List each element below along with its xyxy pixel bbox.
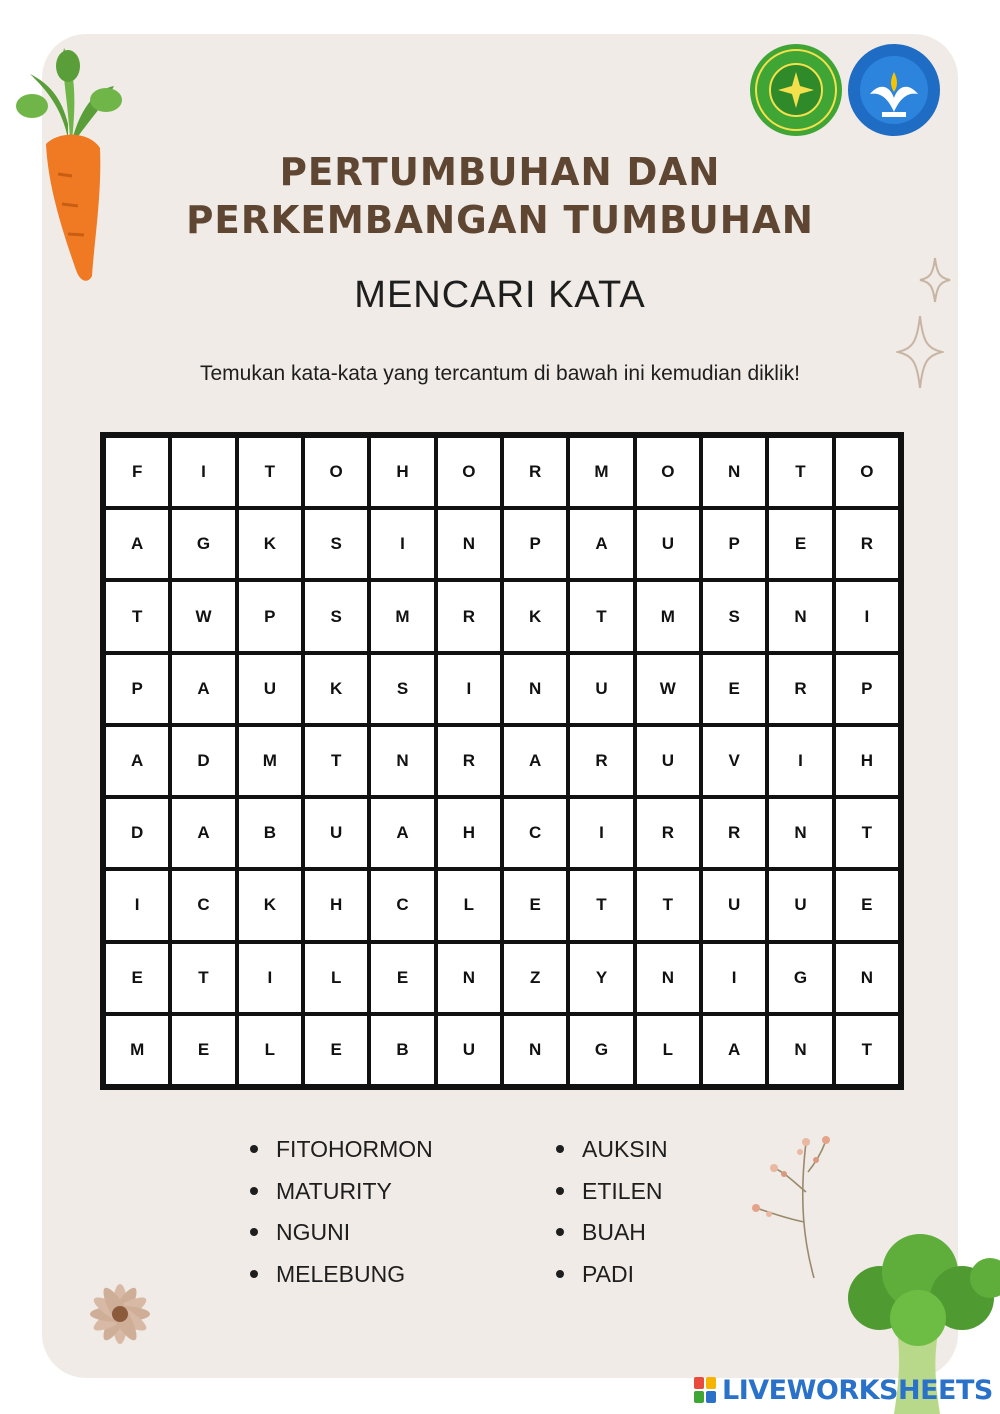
daisy-illustration bbox=[72, 1268, 168, 1360]
grid-cell[interactable]: N bbox=[369, 725, 435, 797]
grid-cell[interactable]: A bbox=[170, 653, 236, 725]
university-seal-logo bbox=[748, 42, 844, 138]
instruction-text: Temukan kata-kata yang tercantum di bawah ini kemudian diklik! bbox=[200, 362, 800, 385]
grid-cell[interactable]: N bbox=[502, 1014, 568, 1086]
grid-cell[interactable]: T bbox=[170, 942, 236, 1014]
grid-cell[interactable]: I bbox=[436, 653, 502, 725]
grid-cell[interactable]: E bbox=[767, 508, 833, 580]
grid-cell[interactable]: E bbox=[170, 1014, 236, 1086]
grid-cell[interactable]: B bbox=[237, 797, 303, 869]
word-list-item: AUKSIN bbox=[552, 1130, 668, 1172]
grid-cell[interactable]: R bbox=[635, 797, 701, 869]
grid-cell[interactable]: L bbox=[237, 1014, 303, 1086]
grid-cell[interactable]: T bbox=[767, 436, 833, 508]
grid-cell[interactable]: N bbox=[502, 653, 568, 725]
grid-cell[interactable]: N bbox=[834, 942, 900, 1014]
grid-cell[interactable]: E bbox=[104, 942, 170, 1014]
grid-cell[interactable]: H bbox=[834, 725, 900, 797]
grid-cell[interactable]: U bbox=[568, 653, 634, 725]
word-list-item: MELEBUNG bbox=[246, 1255, 433, 1297]
grid-cell[interactable]: P bbox=[104, 653, 170, 725]
grid-cell[interactable]: E bbox=[701, 653, 767, 725]
page-title-line-1: PERTUMBUHAN DAN bbox=[279, 150, 721, 194]
grid-cell[interactable]: T bbox=[635, 869, 701, 941]
grid-cell[interactable]: N bbox=[767, 797, 833, 869]
grid-cell[interactable]: R bbox=[834, 508, 900, 580]
grid-cell[interactable]: F bbox=[104, 436, 170, 508]
grid-cell[interactable]: W bbox=[170, 580, 236, 652]
grid-cell[interactable]: Y bbox=[568, 942, 634, 1014]
word-list-item: PADI bbox=[552, 1255, 668, 1297]
grid-cell[interactable]: K bbox=[237, 869, 303, 941]
grid-cell[interactable]: E bbox=[834, 869, 900, 941]
grid-cell[interactable]: A bbox=[104, 725, 170, 797]
grid-cell[interactable]: P bbox=[834, 653, 900, 725]
word-list-item: FITOHORMON bbox=[246, 1130, 433, 1172]
grid-cell[interactable]: H bbox=[369, 436, 435, 508]
word-list-left bbox=[246, 1130, 433, 1296]
grid-cell[interactable]: A bbox=[701, 1014, 767, 1086]
grid-cell[interactable]: P bbox=[701, 508, 767, 580]
word-list-right bbox=[552, 1130, 668, 1296]
grid-cell[interactable]: R bbox=[701, 797, 767, 869]
grid-cell[interactable]: S bbox=[369, 653, 435, 725]
grid-cell[interactable]: R bbox=[767, 653, 833, 725]
grid-cell[interactable]: S bbox=[701, 580, 767, 652]
grid-cell[interactable]: I bbox=[767, 725, 833, 797]
grid-cell[interactable]: S bbox=[303, 508, 369, 580]
grid-cell[interactable]: L bbox=[303, 942, 369, 1014]
grid-cell[interactable]: H bbox=[303, 869, 369, 941]
word-list-item: ETILEN bbox=[552, 1172, 668, 1214]
grid-cell[interactable]: A bbox=[502, 725, 568, 797]
grid-cell[interactable]: R bbox=[436, 580, 502, 652]
word-list-item: MATURITY bbox=[246, 1172, 433, 1214]
grid-cell[interactable]: U bbox=[237, 653, 303, 725]
grid-cell[interactable]: M bbox=[635, 580, 701, 652]
grid-cell[interactable]: I bbox=[369, 508, 435, 580]
grid-cell[interactable]: I bbox=[104, 869, 170, 941]
grid-cell[interactable]: S bbox=[303, 580, 369, 652]
grid-cell[interactable]: U bbox=[303, 797, 369, 869]
grid-cell[interactable]: U bbox=[701, 869, 767, 941]
grid-cell[interactable]: N bbox=[635, 942, 701, 1014]
grid-cell[interactable]: A bbox=[568, 508, 634, 580]
grid-cell[interactable]: G bbox=[767, 942, 833, 1014]
grid-cell[interactable]: T bbox=[303, 725, 369, 797]
grid-cell[interactable]: P bbox=[237, 580, 303, 652]
grid-cell[interactable]: L bbox=[635, 1014, 701, 1086]
grid-cell[interactable]: T bbox=[237, 436, 303, 508]
grid-cell[interactable]: U bbox=[436, 1014, 502, 1086]
page-subtitle: MENCARI KATA bbox=[354, 274, 646, 316]
grid-cell[interactable]: I bbox=[237, 942, 303, 1014]
grid-cell[interactable]: N bbox=[701, 436, 767, 508]
liveworksheets-footer[interactable] bbox=[694, 1370, 994, 1410]
grid-cell[interactable]: T bbox=[568, 869, 634, 941]
grid-cell[interactable]: D bbox=[170, 725, 236, 797]
grid-cell[interactable]: A bbox=[369, 797, 435, 869]
page-title-line-2: PERKEMBANGAN TUMBUHAN bbox=[186, 198, 814, 242]
grid-cell[interactable]: O bbox=[635, 436, 701, 508]
grid-cell[interactable]: C bbox=[502, 797, 568, 869]
grid-cell[interactable]: M bbox=[369, 580, 435, 652]
grid-cell[interactable]: C bbox=[369, 869, 435, 941]
grid-cell[interactable]: W bbox=[635, 653, 701, 725]
grid-cell[interactable]: K bbox=[237, 508, 303, 580]
grid-cell[interactable]: T bbox=[568, 580, 634, 652]
grid-cell[interactable]: A bbox=[104, 508, 170, 580]
grid-cell[interactable]: N bbox=[767, 580, 833, 652]
grid-cell[interactable]: E bbox=[303, 1014, 369, 1086]
grid-cell[interactable]: E bbox=[502, 869, 568, 941]
grid-cell[interactable]: I bbox=[834, 580, 900, 652]
grid-cell[interactable]: N bbox=[436, 942, 502, 1014]
grid-cell[interactable]: A bbox=[170, 797, 236, 869]
grid-cell[interactable]: N bbox=[767, 1014, 833, 1086]
grid-cell[interactable]: P bbox=[502, 508, 568, 580]
grid-cell[interactable]: R bbox=[502, 436, 568, 508]
grid-cell[interactable]: K bbox=[502, 580, 568, 652]
grid-cell[interactable]: M bbox=[104, 1014, 170, 1086]
grid-cell[interactable]: D bbox=[104, 797, 170, 869]
grid-cell[interactable]: I bbox=[170, 436, 236, 508]
grid-cell[interactable]: O bbox=[834, 436, 900, 508]
grid-cell[interactable]: V bbox=[701, 725, 767, 797]
grid-cell[interactable]: U bbox=[767, 869, 833, 941]
grid-cell[interactable]: M bbox=[568, 436, 634, 508]
grid-cell[interactable]: T bbox=[104, 580, 170, 652]
grid-cell[interactable]: T bbox=[834, 797, 900, 869]
dried-flower-illustration bbox=[744, 1132, 834, 1282]
grid-cell[interactable]: I bbox=[568, 797, 634, 869]
grid-cell[interactable]: K bbox=[303, 653, 369, 725]
grid-cell[interactable]: Z bbox=[502, 942, 568, 1014]
word-list-item: NGUNI bbox=[246, 1213, 433, 1255]
grid-cell[interactable]: T bbox=[834, 1014, 900, 1086]
grid-cell[interactable]: C bbox=[170, 869, 236, 941]
grid-cell[interactable]: R bbox=[436, 725, 502, 797]
grid-cell[interactable]: U bbox=[635, 725, 701, 797]
grid-cell[interactable]: N bbox=[436, 508, 502, 580]
grid-cell[interactable]: M bbox=[237, 725, 303, 797]
liveworksheets-logo-icon bbox=[694, 1377, 716, 1403]
grid-cell[interactable]: I bbox=[701, 942, 767, 1014]
grid-cell[interactable]: U bbox=[635, 508, 701, 580]
word-list-item: BUAH bbox=[552, 1213, 668, 1255]
word-search-grid bbox=[100, 432, 904, 1090]
grid-cell[interactable]: B bbox=[369, 1014, 435, 1086]
grid-cell[interactable]: R bbox=[568, 725, 634, 797]
grid-cell[interactable]: H bbox=[436, 797, 502, 869]
tut-wuri-handayani-logo bbox=[846, 42, 942, 138]
grid-cell[interactable]: O bbox=[436, 436, 502, 508]
grid-cell[interactable]: O bbox=[303, 436, 369, 508]
grid-cell[interactable]: G bbox=[568, 1014, 634, 1086]
liveworksheets-brand: LIVEWORKSHEETS bbox=[722, 1374, 993, 1406]
grid-cell[interactable]: E bbox=[369, 942, 435, 1014]
grid-cell[interactable]: L bbox=[436, 869, 502, 941]
grid-cell[interactable]: G bbox=[170, 508, 236, 580]
